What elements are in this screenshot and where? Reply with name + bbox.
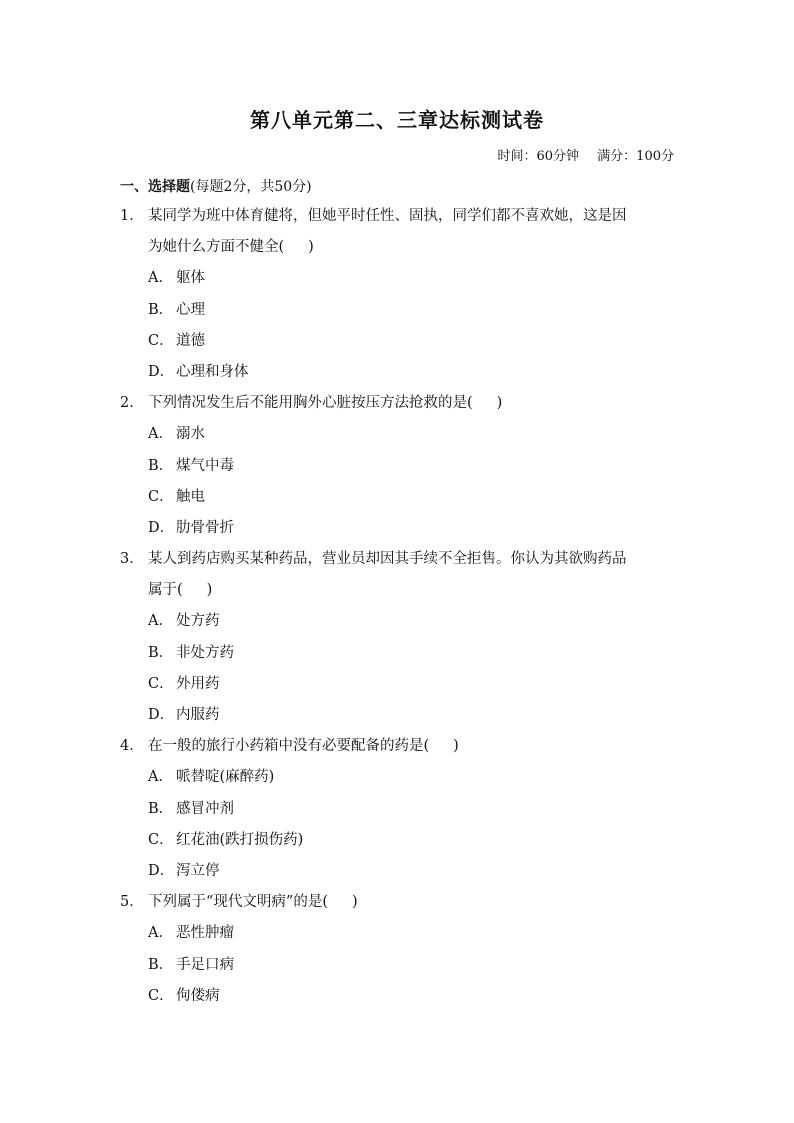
option-letter: B． (148, 956, 174, 973)
option-item (120, 918, 676, 949)
option-letter: C． (148, 987, 174, 1004)
option-item (120, 482, 676, 513)
question-text: 某人到药店购买某种药品，营业员却因其手续不全拒售。你认为其欲购药品 (148, 551, 627, 568)
question-text: 在一般的旅行小药箱中没有必要配备的药是( (148, 738, 430, 755)
option-text: 佝偻病 (176, 987, 220, 1004)
option-text: 感冒冲剂 (176, 800, 234, 817)
option-text: 非处方药 (176, 644, 234, 661)
option-letter: A． (148, 925, 173, 942)
question-4 (120, 731, 676, 887)
option-letter: A． (148, 426, 173, 443)
option-letter: B． (148, 457, 174, 474)
option-letter: D． (148, 862, 175, 879)
option-letter: C． (148, 831, 174, 848)
option-item (120, 326, 676, 357)
option-item (120, 856, 676, 887)
option-item (120, 700, 676, 731)
option-text: 心理和身体 (176, 363, 249, 380)
question-number: 3． (120, 551, 144, 568)
option-text: 哌替啶(麻醉药) (176, 769, 275, 786)
option-letter: B． (148, 301, 174, 318)
answer-paren-close: ) (496, 395, 503, 412)
option-text: 触电 (176, 488, 205, 505)
option-text: 煤气中毒 (176, 457, 234, 474)
answer-paren-close: ) (453, 738, 459, 755)
option-text: 内服药 (176, 707, 220, 723)
question-2 (120, 388, 676, 544)
option-item (120, 762, 676, 793)
option-letter: D． (148, 707, 175, 723)
question-5 (120, 887, 676, 1012)
option-item (120, 295, 676, 326)
option-text: 肋骨骨折 (176, 519, 234, 536)
time-limit: 时间：60分钟 (497, 149, 580, 164)
question-text: 为她什么方面不健全( (148, 239, 285, 256)
option-text: 心理 (176, 301, 205, 318)
section-note: (每题2分，共50分) (190, 179, 312, 195)
question-text: 属于( (148, 582, 183, 599)
question-stem-line (120, 388, 676, 419)
question-text: 下列情况发生后不能用胸外心脏按压方法抢救的是( (148, 395, 473, 412)
option-text: 泻立停 (176, 862, 220, 879)
question-stem-line (120, 575, 676, 606)
option-letter: A． (148, 613, 173, 630)
option-letter: B． (148, 644, 174, 661)
answer-paren-close: ) (351, 894, 358, 911)
question-number: 2． (120, 395, 144, 412)
question-number: 1． (120, 208, 144, 224)
option-text: 溺水 (176, 426, 205, 443)
option-text: 恶性肿瘤 (176, 925, 234, 942)
section-heading (120, 176, 312, 196)
question-stem-line (120, 887, 676, 918)
question-number: 4． (120, 738, 144, 755)
option-item (120, 638, 676, 669)
question-stem-line (120, 731, 676, 762)
question-3 (120, 544, 676, 731)
question-text: 某同学为班中体育健将，但她平时任性、固执，同学们都不喜欢她，这是因 (148, 208, 627, 224)
option-letter: C． (148, 675, 174, 692)
option-item (120, 263, 676, 294)
question-text: 下列属于“现代文明病”的是( (148, 894, 328, 911)
option-item (120, 794, 676, 825)
exam-meta (497, 145, 674, 164)
page-title: 第八单元第二、三章达标测试卷 (250, 108, 544, 132)
question-stem-line (120, 544, 676, 575)
option-letter: D． (148, 519, 175, 536)
option-item (120, 451, 676, 482)
option-text: 红花油(跌打损伤药) (176, 831, 304, 848)
full-score: 满分：100分 (597, 149, 674, 164)
option-item (120, 357, 676, 388)
option-text: 手足口病 (176, 956, 234, 973)
answer-paren-close: ) (206, 582, 213, 599)
option-item (120, 419, 676, 450)
question-stem-line (120, 232, 676, 263)
option-item (120, 981, 676, 1012)
question-number: 5． (120, 894, 144, 911)
option-letter: A． (148, 769, 173, 786)
option-letter: B． (148, 800, 174, 817)
option-text: 躯体 (176, 270, 205, 287)
question-stem-line (120, 201, 676, 232)
option-text: 道德 (176, 332, 205, 349)
section-title: 一、选择题 (120, 179, 190, 195)
option-item (120, 669, 676, 700)
option-item (120, 825, 676, 856)
answer-paren-close: ) (308, 239, 314, 256)
option-item (120, 950, 676, 981)
option-item (120, 513, 676, 544)
question-list (120, 201, 676, 1012)
option-text: 外用药 (176, 675, 220, 692)
option-text: 处方药 (176, 613, 220, 630)
option-letter: A． (148, 270, 173, 287)
option-letter: D． (148, 363, 175, 380)
option-letter: C． (148, 488, 174, 505)
option-letter: C． (148, 332, 174, 349)
option-item (120, 606, 676, 637)
question-1 (120, 201, 676, 388)
